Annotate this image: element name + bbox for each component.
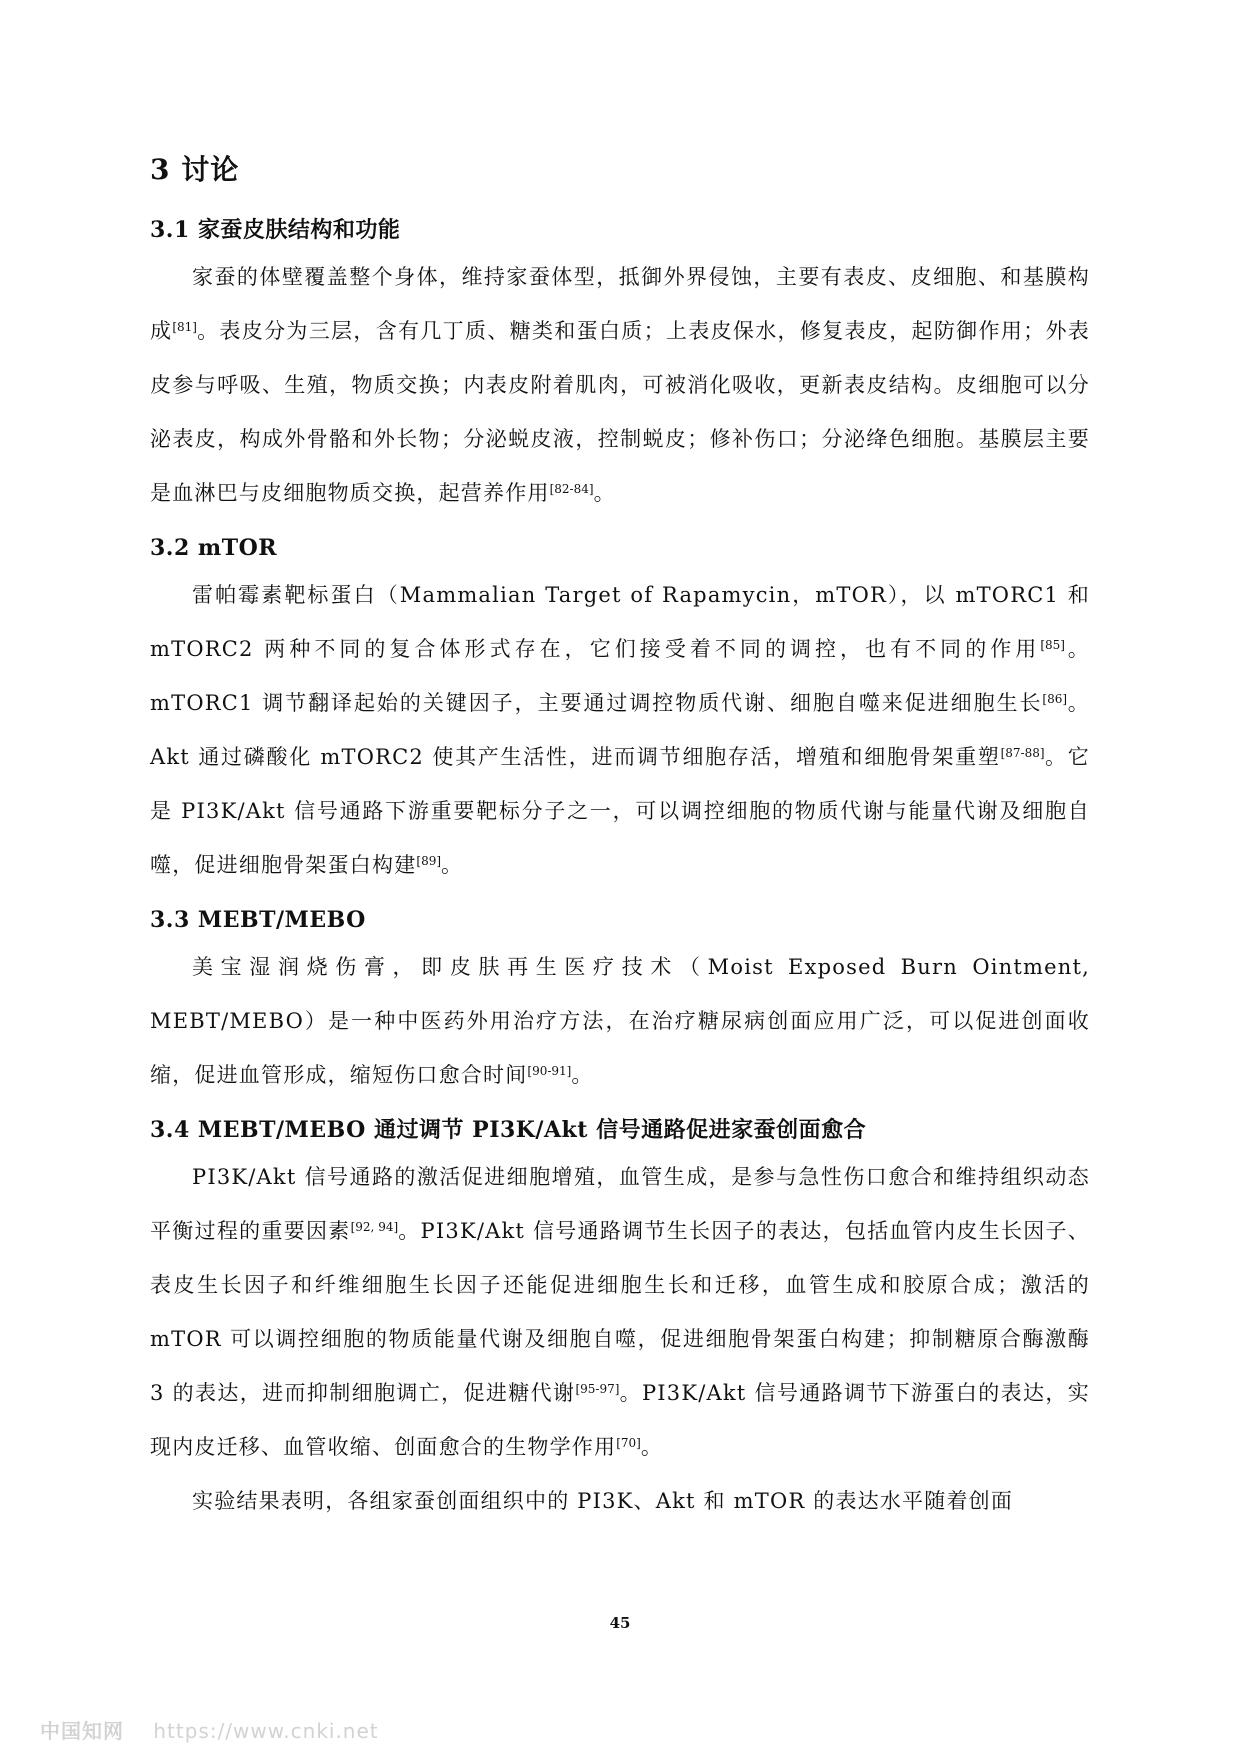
paragraph-text: 。PI3K/Akt 信号通路调节下游蛋白的表达，实现内皮迁移、血管收缩、创面愈合的生物学作用 xyxy=(150,1381,1090,1459)
body-paragraph xyxy=(150,1150,1090,1474)
body-paragraph xyxy=(150,1474,1090,1528)
paragraph-text: PI3K/Akt 信号通路的激活促进细胞增殖，血管生成，是参与急性伤口愈合和维持组织动态平衡过程的重要因素 xyxy=(150,1165,1090,1243)
body-paragraph xyxy=(150,250,1090,520)
citation-ref: [89] xyxy=(416,854,442,868)
sections-container xyxy=(150,210,1090,1536)
paragraph-text: 。 xyxy=(640,1435,664,1459)
body-paragraph xyxy=(150,568,1090,892)
page-number: 45 xyxy=(609,1614,631,1632)
paragraph-text: 家蚕的体壁覆盖整个身体，维持家蚕体型，抵御外界侵蚀，主要有表皮、皮细胞、和基膜构成 xyxy=(150,265,1090,343)
paragraph-text: 。表皮分为三层，含有几丁质、糖类和蛋白质；上表皮保水，修复表皮，起防御作用；外表皮参与呼吸、生殖，物质交换；内表皮附着肌肉，可被消化吸收，更新表皮结构。皮细胞可以分泌表皮，构成外骨骼和外长物；分泌蜕皮液，控制蜕皮；修补伤口；分泌绛色细胞。基膜层主要是血淋巴与皮细胞物质交换，起营养作用 xyxy=(150,319,1090,505)
citation-ref: [82-84] xyxy=(549,482,594,496)
paper-page xyxy=(150,150,1090,1536)
citation-ref: [87-88] xyxy=(1000,746,1045,760)
section-heading: 3.4 MEBT/MEBO 通过调节 PI3K/Akt 信号通路促进家蚕创面愈合 xyxy=(150,1117,867,1143)
paragraph-text: 。 xyxy=(571,1063,594,1087)
citation-ref: [95-97] xyxy=(575,1382,620,1396)
paragraph-text: 。 xyxy=(441,853,464,877)
citation-ref: [70] xyxy=(616,1436,641,1450)
section-heading: 3.2 mTOR xyxy=(150,535,278,561)
paragraph-text: 。它是 PI3K/Akt 信号通路下游重要靶标分子之一，可以调控细胞的物质代谢与能量代谢及细胞自噬，促进细胞骨架蛋白构建 xyxy=(150,745,1090,877)
section-spacer xyxy=(150,1528,1090,1536)
section-spacer xyxy=(150,892,1090,900)
watermark xyxy=(40,1715,379,1744)
paragraph-text: 美宝湿润烧伤膏，即皮肤再生医疗技术（Moist Exposed Burn Ointment, MEBT/MEBO）是一种中医药外用治疗方法，在治疗糖尿病创面应用广泛，可以促进创面收缩，促进血管形成，缩短伤口愈合时间 xyxy=(150,955,1090,1087)
section-heading: 3.1 家蚕皮肤结构和功能 xyxy=(150,217,401,243)
citation-ref: [85] xyxy=(1040,638,1065,652)
paragraph-text: 。PI3K/Akt 信号通路调节生长因子的表达，包括血管内皮生长因子、表皮生长因子和纤维细胞生长因子还能促进细胞生长和迁移，血管生成和胶原合成；激活的 mTOR 可以调控细胞的物质能量代谢及细胞自噬，促进细胞骨架蛋白构建；抑制糖原合酶激酶 3 的表达，进而抑制细胞调亡，促进糖代谢 xyxy=(150,1219,1090,1405)
section-heading: 3.3 MEBT/MEBO xyxy=(150,907,366,933)
watermark-url: https://www.cnki.net xyxy=(153,1719,379,1743)
paragraph-text: 。 xyxy=(593,481,616,505)
citation-ref: [92, 94] xyxy=(350,1220,399,1234)
body-paragraph xyxy=(150,940,1090,1102)
paragraph-text: 实验结果表明，各组家蚕创面组织中的 PI3K、Akt 和 mTOR 的表达水平随着创面 xyxy=(192,1489,1014,1513)
paragraph-text: 。mTORC1 调节翻译起始的关键因子，主要通过调控物质代谢、细胞自噬来促进细胞生长 xyxy=(150,637,1091,715)
paragraph-text: 雷帕霉素靶标蛋白（Mammalian Target of Rapamycin，mTOR），以 mTORC1 和 mTORC2 两种不同的复合体形式存在，它们接受着不同的调控，也有不同的作用 xyxy=(150,583,1090,661)
citation-ref: [90-91] xyxy=(527,1064,572,1078)
citation-ref: [86] xyxy=(1042,692,1068,706)
chapter-title: 3 讨论 xyxy=(150,153,240,186)
section-spacer xyxy=(150,520,1090,528)
section-spacer xyxy=(150,1102,1090,1110)
paragraph-text: 。Akt 通过磷酸化 mTORC2 使其产生活性，进而调节细胞存活，增殖和细胞骨架重塑 xyxy=(150,691,1091,769)
citation-ref: [81] xyxy=(172,320,197,334)
watermark-logo: 中国知网 xyxy=(40,1719,124,1743)
